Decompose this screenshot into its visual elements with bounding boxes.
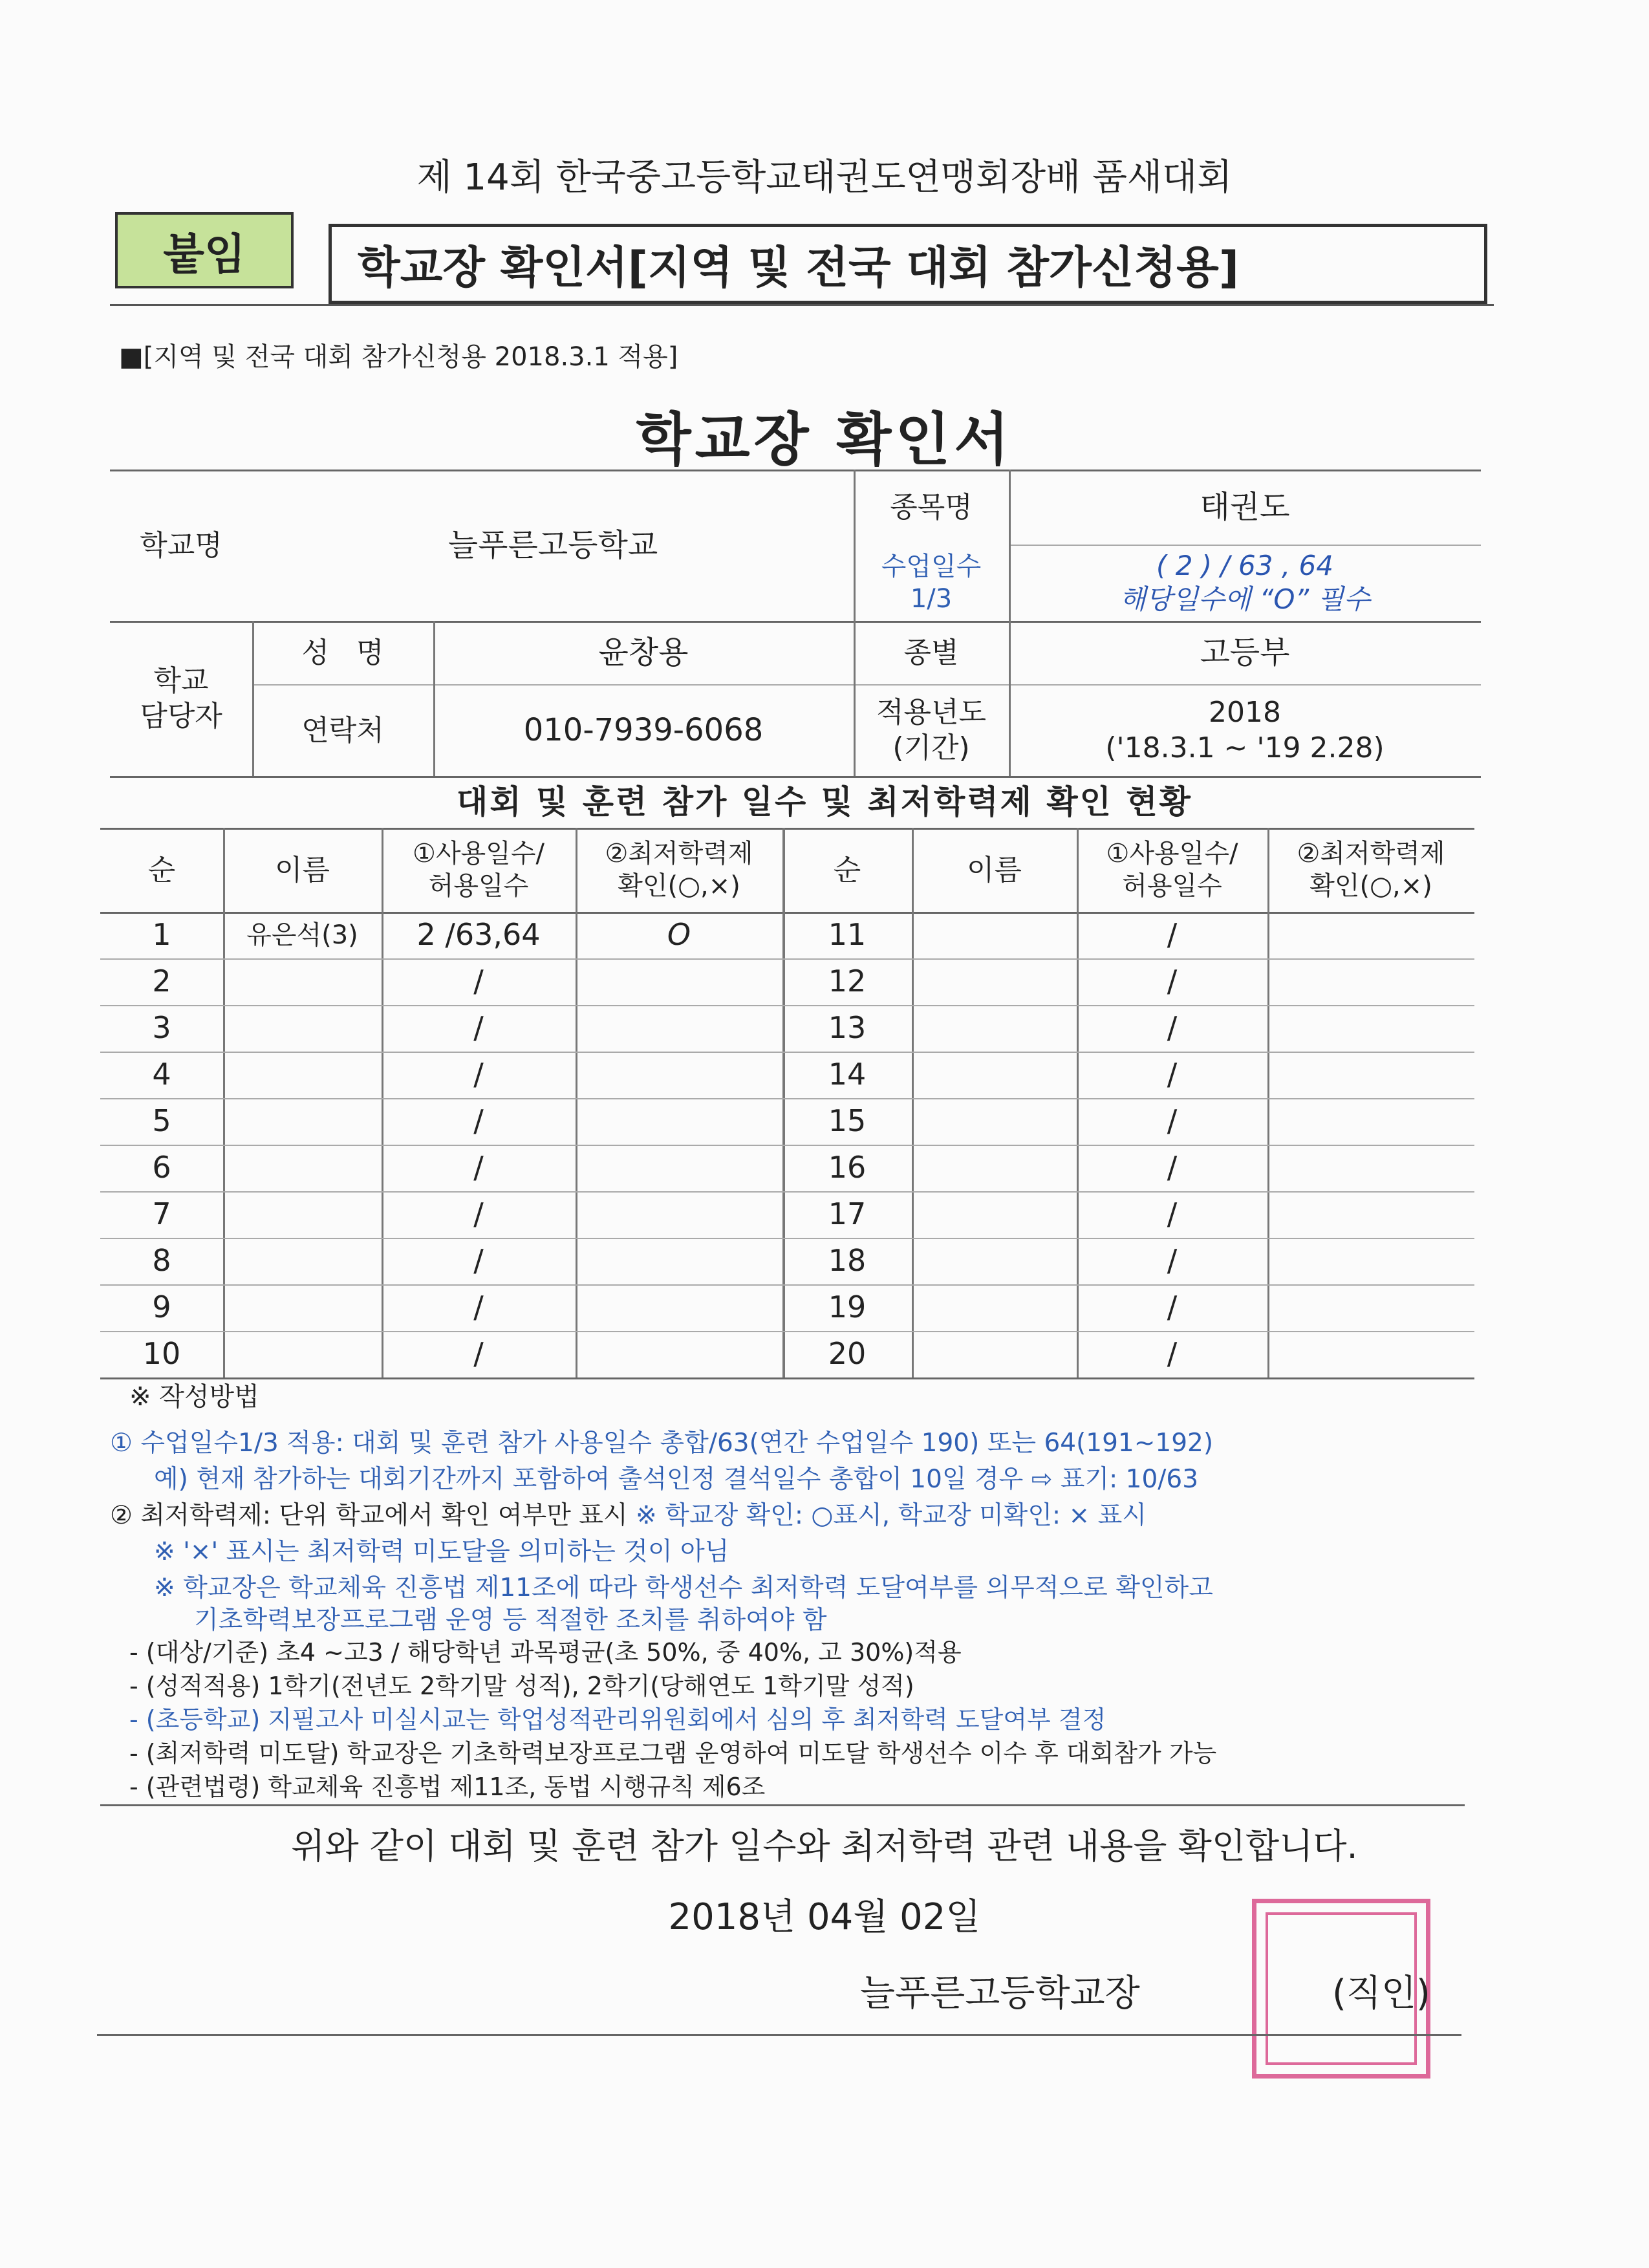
row-name: 유은석(3): [246, 920, 358, 950]
form-note: ■[지역 및 전국 대회 참가신청용 2018.3.1 적용]: [119, 342, 678, 372]
instruction-line: ※ '×' 표시는 최저학력 미도달을 의미하는 것이 아님: [154, 1537, 729, 1566]
header-days-left: ①사용일수/ 허용일수: [413, 839, 544, 901]
divider: [100, 1804, 1465, 1806]
row-days: /: [473, 1336, 484, 1372]
attachment-badge: 붙임: [115, 212, 294, 288]
row-days: /: [1167, 1336, 1178, 1372]
event-value: 태권도: [1200, 489, 1290, 525]
row-num: 13: [828, 1010, 867, 1046]
row-num: 8: [152, 1243, 171, 1279]
signer-name: 늘푸른고등학교장: [860, 1972, 1140, 2014]
row-check: O: [667, 917, 691, 953]
header-num-left: 순: [147, 853, 176, 887]
row-num: 19: [828, 1290, 867, 1325]
row-days: /: [1167, 1290, 1178, 1325]
row-days: /: [1167, 1010, 1178, 1046]
division-label: 종별: [903, 636, 959, 669]
instruction-line: 기초학력보장프로그램 운영 등 적절한 조치를 취하여야 함: [194, 1606, 827, 1635]
row-days: /: [473, 1196, 484, 1232]
confirmation-date: 2018년 04월 02일: [668, 1896, 981, 1938]
instruction-line: ② 최저학력제: 단위 학교에서 확인 여부만 표시 ※ 학교장 확인: ○표시, 학교장 미확인: × 표시: [110, 1501, 1147, 1530]
row-num: 9: [152, 1290, 171, 1325]
row-num: 20: [828, 1336, 867, 1372]
section-title: 대회 및 훈련 참가 일수 및 최저학력제 확인 현황: [457, 783, 1192, 821]
row-num: 14: [828, 1057, 867, 1092]
row-num: 6: [152, 1150, 171, 1185]
phone-label: 연락처: [301, 713, 384, 747]
main-title: 학교장 확인서: [636, 406, 1013, 473]
row-num: 12: [828, 964, 867, 999]
row-days: /: [473, 1057, 484, 1092]
row-days: /: [1167, 1196, 1178, 1232]
row-days: /: [473, 1290, 484, 1325]
school-label: 학교명: [140, 528, 222, 562]
instructions-title: ※ 작성방법: [129, 1382, 259, 1412]
header-check-right: ②최저학력제 확인(○,×): [1297, 839, 1445, 901]
instruction-line: - (대상/기준) 초4 ~고3 / 해당학년 과목평균(초 50%, 중 40%, 고 30%)적용: [129, 1638, 962, 1667]
row-days: /: [473, 964, 484, 999]
header-check-left: ②최저학력제 확인(○,×): [605, 839, 753, 901]
division-value: 고등부: [1200, 634, 1290, 671]
header-name-left: 이름: [274, 853, 330, 887]
divider: [110, 304, 1494, 306]
school-value: 늘푸른고등학교: [447, 527, 658, 563]
row-num: 16: [828, 1150, 867, 1185]
row-num: 10: [142, 1336, 181, 1372]
row-days: /: [1167, 1243, 1178, 1279]
name-value: 윤창용: [598, 634, 689, 671]
row-days: /: [1167, 1057, 1178, 1092]
contact-group-label: 학교 담당자: [140, 664, 222, 733]
year-value: 2018 ('18.3.1 ~ '19 2.28): [1105, 696, 1385, 764]
header-num-right: 순: [833, 853, 861, 887]
row-num: 11: [828, 917, 867, 953]
row-num: 4: [152, 1057, 171, 1092]
event-title: 제 14회 한국중고등학교태권도연맹회장배 품새대회: [416, 157, 1233, 199]
instruction-line: - (최저학력 미도달) 학교장은 기초학력보장프로그램 운영하여 미도달 학생선수 이수 후 대회참가 가능: [129, 1739, 1217, 1767]
header-days-right: ①사용일수/ 허용일수: [1106, 839, 1238, 901]
row-num: 18: [828, 1243, 867, 1279]
divider: [97, 2034, 1461, 2036]
row-num: 5: [152, 1103, 171, 1139]
instruction-line: - (관련법령) 학교체육 진흥법 제11조, 동법 시행규칙 제6조: [129, 1773, 766, 1801]
row-num: 1: [152, 917, 171, 953]
confirmation-statement: 위와 같이 대회 및 훈련 참가 일수와 최저학력 관련 내용을 확인합니다.: [291, 1826, 1358, 1866]
row-num: 3: [152, 1010, 171, 1046]
row-days: /: [473, 1103, 484, 1139]
row-num: 2: [152, 964, 171, 999]
school-days-label: 수업일수 1/3: [881, 552, 982, 614]
instruction-line: - (초등학교) 지필고사 미실시교는 학업성적관리위원회에서 심의 후 최저학력 도달여부 결정: [129, 1705, 1106, 1734]
phone-value: 010-7939-6068: [523, 712, 764, 748]
row-num: 7: [152, 1196, 171, 1232]
row-days: /: [1167, 917, 1178, 953]
document-title: 학교장 확인서[지역 및 전국 대회 참가신청용]: [329, 224, 1487, 304]
row-num: 17: [828, 1196, 867, 1232]
row-days: /: [1167, 1103, 1178, 1139]
row-days: /: [1167, 964, 1178, 999]
row-days: /: [473, 1243, 484, 1279]
name-label: 성 명: [301, 636, 384, 669]
event-label: 종목명: [890, 490, 973, 524]
instruction-line: ※ 학교장은 학교체육 진흥법 제11조에 따라 학생선수 최저학력 도달여부를 의무적으로 확인하고: [154, 1573, 1213, 1603]
row-days: /: [473, 1150, 484, 1185]
row-days: /: [1167, 1150, 1178, 1185]
year-label: 적용년도 (기간): [876, 696, 986, 764]
header-name-right: 이름: [966, 853, 1022, 887]
row-days: /: [473, 1010, 484, 1046]
instruction-line: ① 수업일수1/3 적용: 대회 및 훈련 참가 사용일수 총합/63(연간 수업일수 190) 또는 64(191~192): [110, 1429, 1214, 1458]
row-days: 2 /63,64: [416, 917, 541, 953]
seal-label: (직인): [1332, 1972, 1430, 2014]
school-days-value: ( 2 ) / 63 , 64 해당일수에 “O” 필수: [1119, 549, 1370, 615]
row-num: 15: [828, 1103, 867, 1139]
instruction-line: 예) 현재 참가하는 대회기간까지 포함하여 출석인정 결석일수 총합이 10일 경우 ⇨ 표기: 10/63: [154, 1465, 1199, 1494]
instruction-line: - (성적적용) 1학기(전년도 2학기말 성적), 2학기(당해연도 1학기말 성적): [129, 1672, 914, 1700]
